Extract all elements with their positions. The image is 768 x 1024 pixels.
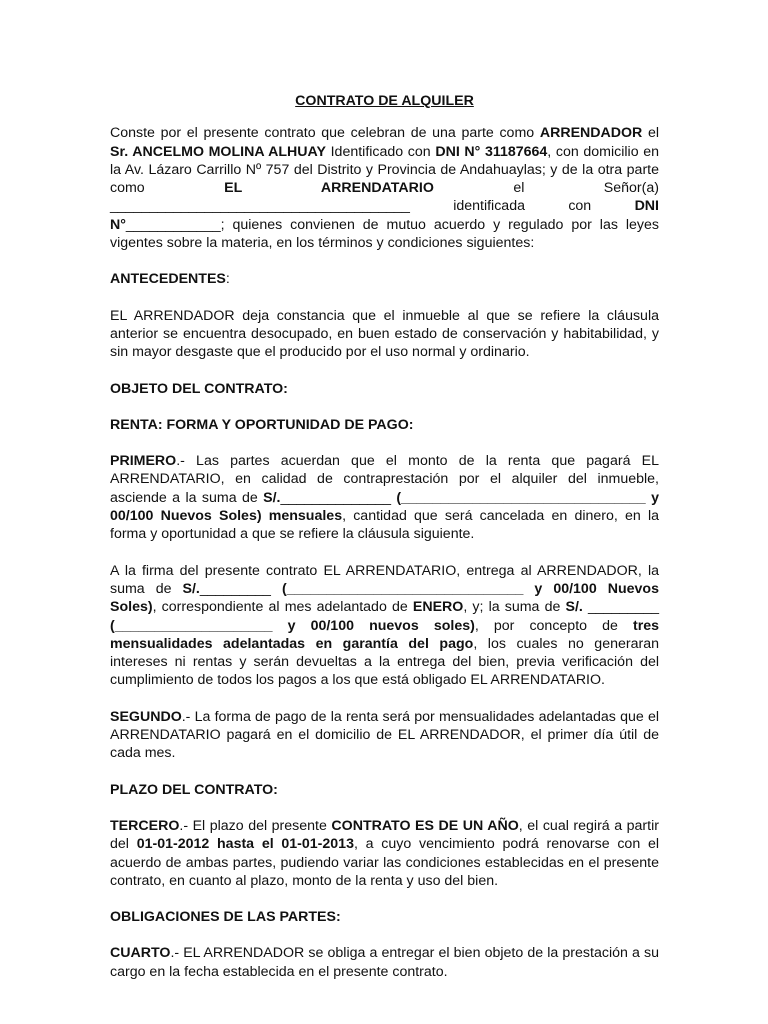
- intro-text-1: Conste por el presente contrato que celebran de una parte como: [110, 125, 540, 142]
- intro-text-5: el Señor(a) ______________________________________ identificada con: [110, 180, 659, 215]
- intro-text-6: ____________; quienes convienen de mutuo acuerdo y regulado por las leyes vigentes sobre la materia, en los términos y condiciones siguientes:: [110, 216, 659, 252]
- firma-text-6: , por concepto de: [474, 617, 633, 634]
- arrendador-name: Sr. ANCELMO MOLINA ALHUAY: [110, 143, 326, 160]
- tercero-label: TERCERO: [110, 817, 180, 834]
- antecedentes-colon: :: [225, 271, 230, 288]
- firma-amount-words-1: (______________________________ y 00/100 Nuevos Soles): [110, 580, 659, 616]
- primero-text-1: .- Las partes acuerdan que el monto de la renta que pagará EL ARRENDATARIO, en calidad de contraprestación por el alquiler del inmueble, asciende a la suma de: [110, 453, 659, 506]
- primero-text-3: , cantidad que será cancelada en dinero, en la forma y oportunidad a que se refiere la cláusula siguiente.: [110, 508, 659, 543]
- arrendatario-dni-label: DNI N°: [110, 198, 659, 233]
- tercero-text-1: .- El plazo del presente: [179, 817, 332, 834]
- firma-text-3: , correspondiente al mes adelantado de: [152, 599, 413, 616]
- objeto-heading: OBJETO DEL CONTRATO:: [110, 380, 288, 397]
- intro-text-3: Identificado con: [325, 143, 436, 160]
- tercero-text-3: , a cuyo vencimiento podrá renovarse con el acuerdo de ambas partes, pudiendo variar las condiciones establecidas en el presente contrato, en cuanto al plazo, monto de la renta y uso del bien.: [110, 836, 659, 889]
- primero-paragraph: [110, 452, 659, 543]
- plazo-heading: PLAZO DEL CONTRATO:: [110, 781, 278, 798]
- renta-heading: RENTA: FORMA Y OPORTUNIDAD DE PAGO:: [110, 416, 414, 433]
- firma-text-4: , y; la suma de: [463, 599, 566, 616]
- firma-currency-2: S/.: [565, 599, 583, 616]
- arrendador-label: ARRENDADOR: [539, 125, 643, 142]
- intro-text-2: el: [642, 125, 659, 142]
- firma-blank-2: _________: [582, 599, 659, 616]
- firma-paragraph: [110, 562, 659, 690]
- primero-amount-words: (_______________________________ y 00/100 Nuevos Soles) mensuales: [110, 489, 659, 525]
- segundo-paragraph: [110, 708, 659, 763]
- primero-amount-blank: ______________: [280, 489, 397, 506]
- tercero-paragraph: [110, 817, 659, 890]
- arrendador-dni: DNI N° 31187664: [435, 143, 548, 160]
- primero-label: PRIMERO: [110, 453, 177, 470]
- antecedentes-paragraph: EL ARRENDADOR deja constancia que el inmueble al que se refiere la cláusula anterior se encuentra desocupado, en buen estado de conservación y habitabilidad, y sin mayor desgaste que el producido por el uso normal y ordinario.: [110, 307, 659, 361]
- tercero-duration: CONTRATO ES DE UN AÑO: [331, 817, 519, 834]
- antecedentes-heading-row: [110, 270, 659, 288]
- firma-guarantee: tres mensualidades adelantadas en garantía del pago: [110, 617, 659, 652]
- tercero-text-2: , el cual regirá a partir del: [110, 817, 659, 853]
- tercero-dates: 01-01-2012 hasta el 01-01-2013: [136, 836, 354, 853]
- obligaciones-heading: OBLIGACIONES DE LAS PARTES:: [110, 909, 341, 926]
- firma-text-7: , los cuales no generaran intereses ni rentas y serán devueltas a la entrega del bien, previa verificación del cumplimiento de todos los pagos a los que está obligado EL ARRENDATARIO.: [110, 635, 659, 689]
- arrendatario-label: EL ARRENDATARIO: [224, 180, 434, 197]
- firma-currency-1: S/.: [182, 580, 200, 597]
- segundo-text: .- La forma de pago de la renta será por mensualidades adelantadas que el ARRENDATARIO pagará en el domicilio de EL ARRENDADOR, el primer día útil de cada mes.: [110, 708, 659, 762]
- cuarto-text: .- EL ARRENDADOR se obliga a entregar el bien objeto de la prestación a su cargo en la fecha establecida en el presente contrato.: [110, 945, 659, 980]
- primero-currency: S/.: [263, 489, 281, 506]
- firma-blank-1: _________: [199, 580, 282, 597]
- intro-paragraph: [110, 124, 659, 252]
- cuarto-label: CUARTO: [110, 945, 171, 962]
- document-title: CONTRATO DE ALQUILER: [295, 93, 474, 109]
- intro-text-4: , con domicilio en la Av. Lázaro Carrillo Nº 757 del Distrito y Provincia de Andahuaylas; y de la otra parte como: [110, 143, 659, 197]
- firma-amount-words-2: (____________________ y 00/100 nuevos soles): [110, 617, 475, 634]
- firma-month: ENERO: [412, 599, 464, 616]
- antecedentes-heading: ANTECEDENTES: [110, 271, 226, 288]
- segundo-label: SEGUNDO: [110, 708, 182, 725]
- firma-text-1: A la firma del presente contrato EL ARRENDATARIO, entrega al ARRENDADOR, la suma de: [110, 562, 659, 597]
- cuarto-paragraph: [110, 944, 659, 981]
- contract-page: [110, 92, 659, 999]
